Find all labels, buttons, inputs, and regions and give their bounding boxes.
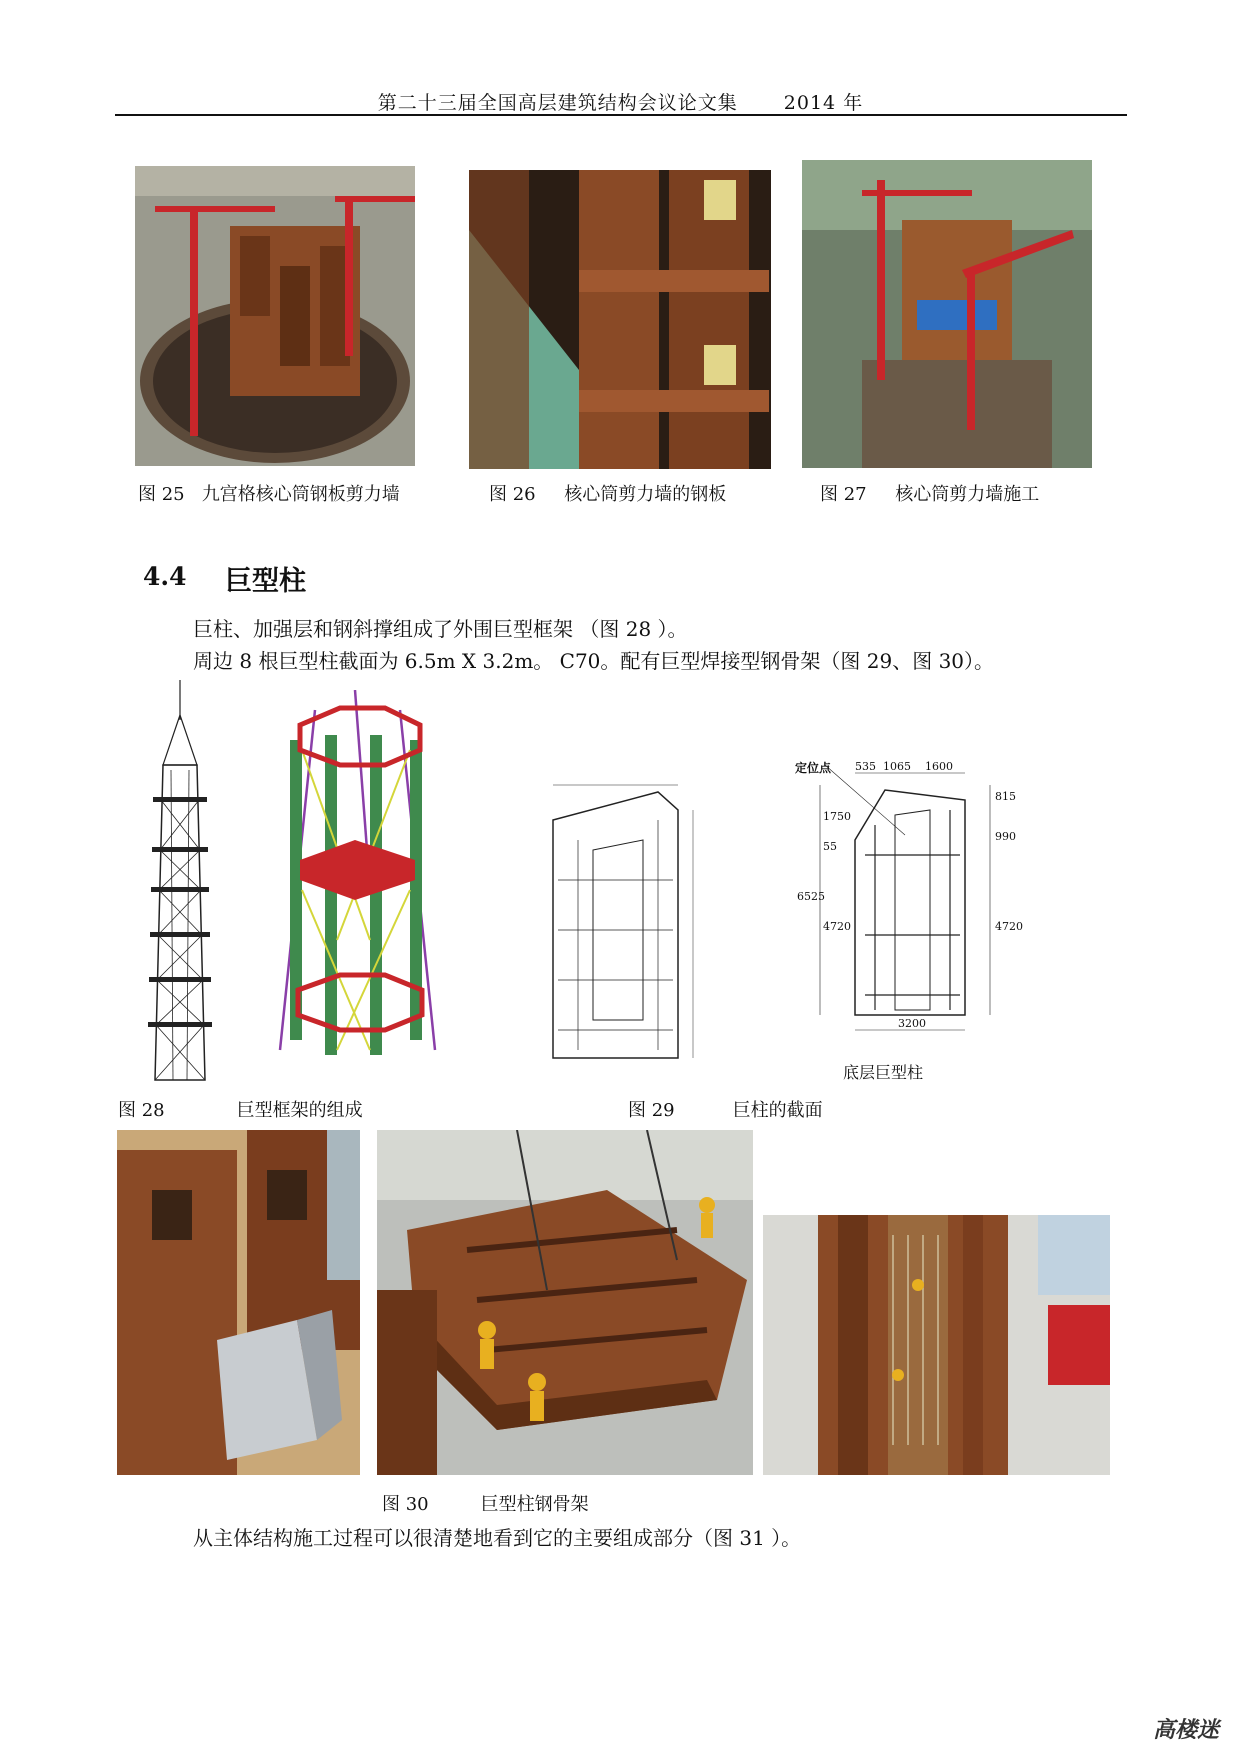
dim-top-3: 1600 [925, 760, 953, 773]
header-title: 第二十三届全国高层建筑结构会议论文集 [377, 92, 738, 114]
dim-top-2: 1065 [883, 760, 911, 773]
dim-top-1: 535 [855, 760, 876, 773]
photo-fig27 [802, 160, 1092, 468]
caption-fig26 [489, 480, 726, 506]
caption-fig30 [382, 1490, 589, 1516]
dim-left-3: 6525 [797, 890, 825, 903]
header-year: 2014 年 [783, 92, 864, 114]
drawing-mega-frame-3d [270, 690, 445, 1075]
photo-fig30-right [763, 1215, 1110, 1475]
caption-number: 图 25 [138, 484, 185, 505]
photo-fig30-left [117, 1130, 360, 1475]
dim-right-3: 4720 [995, 920, 1023, 933]
caption-fig28 [118, 1096, 363, 1122]
dim-right-1: 815 [995, 790, 1016, 803]
paragraph-2: 周边 8 根巨型柱截面为 6.5m X 3.2m。 C70。配有巨型焊接型钢骨架（图 29、图 30）。 [193, 649, 995, 673]
caption-text: 巨型柱钢骨架 [480, 1494, 589, 1515]
dim-bottom: 3200 [898, 1017, 926, 1030]
caption-text: 核心筒剪力墙的钢板 [564, 484, 727, 505]
drawing-tower-elevation [125, 680, 235, 1090]
photo-fig25 [135, 166, 415, 466]
caption-fig25 [138, 480, 400, 506]
caption-number: 图 30 [382, 1494, 429, 1515]
section-title: 巨型柱 [225, 566, 306, 597]
dim-left-1: 1750 [823, 810, 851, 823]
section-number: 4.4 [143, 562, 187, 591]
paragraph-1: 巨柱、加强层和钢斜撑组成了外围巨型框架 （图 28 ）。 [193, 617, 688, 641]
caption-number: 图 26 [489, 484, 536, 505]
caption-number: 图 28 [118, 1100, 165, 1121]
caption-text: 核心筒剪力墙施工 [895, 484, 1040, 505]
drawing-section-plan [538, 780, 703, 1065]
drawing-section-dimensioned [795, 755, 1025, 1100]
photo-fig30-middle [377, 1130, 753, 1475]
watermark-logo: 高楼迷 [1152, 1718, 1219, 1743]
caption-text: 九宫格核心筒钢板剪力墙 [201, 484, 400, 505]
caption-fig29 [628, 1096, 823, 1122]
dim-left-2: 55 [823, 840, 837, 853]
caption-fig27 [820, 480, 1039, 506]
locator-label: 定位点 [795, 761, 832, 775]
caption-text: 巨型框架的组成 [236, 1100, 363, 1121]
caption-number: 图 27 [820, 484, 867, 505]
photo-fig26 [469, 170, 771, 469]
caption-text: 巨柱的截面 [732, 1100, 823, 1121]
dim-right-2: 990 [995, 830, 1016, 843]
caption-number: 图 29 [628, 1100, 675, 1121]
header-rule [115, 114, 1127, 116]
drawing-subtitle: 底层巨型柱 [843, 1063, 924, 1082]
paragraph-closing: 从主体结构施工过程可以很清楚地看到它的主要组成部分（图 31 ）。 [193, 1526, 802, 1550]
running-header [0, 88, 1241, 115]
dim-left-4: 4720 [823, 920, 851, 933]
